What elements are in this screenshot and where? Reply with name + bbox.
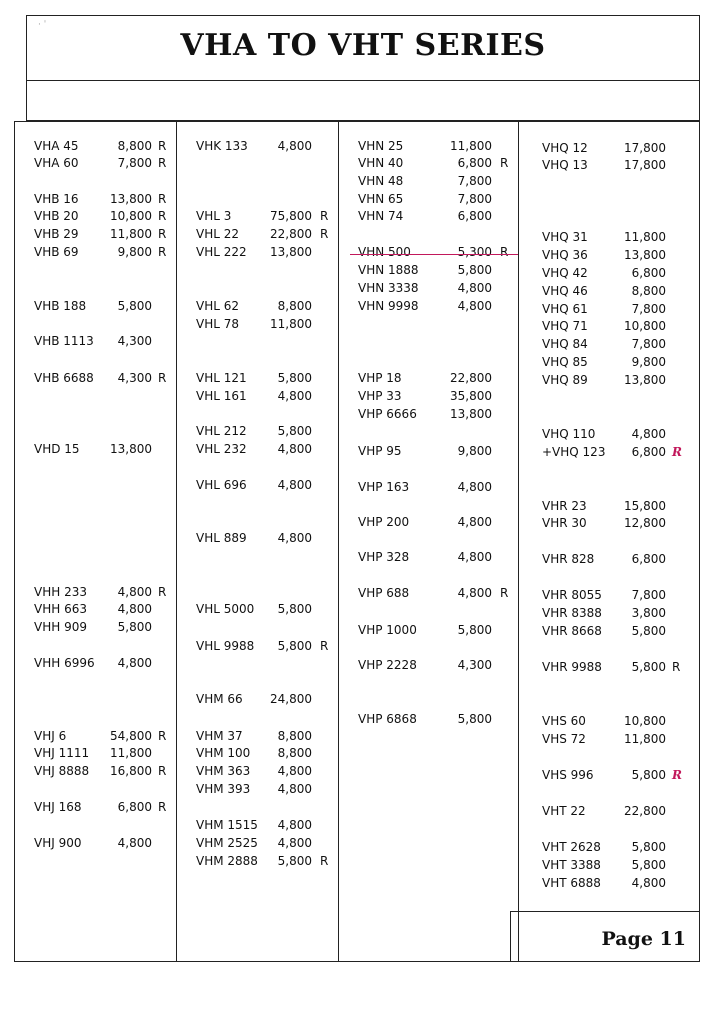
price-value: 22,800 [624, 804, 666, 818]
model-code: VHR 30 [542, 516, 587, 530]
model-code: VHJ 900 [34, 836, 82, 850]
price-value: 5,300 [457, 245, 492, 259]
model-code: VHL 78 [196, 317, 240, 331]
model-code: VHK 133 [196, 139, 248, 153]
model-code: VHA 60 [34, 156, 79, 170]
model-code: VHR 8668 [542, 624, 602, 638]
price-value: 13,800 [624, 248, 666, 262]
model-code: VHB 1113 [34, 334, 94, 348]
price-value: 4,800 [457, 550, 492, 564]
price-value: 35,800 [450, 389, 492, 403]
price-value: 6,800 [631, 445, 666, 459]
price-value: 5,800 [457, 712, 492, 726]
model-code: VHS 72 [542, 732, 586, 746]
restock-flag: R [158, 139, 167, 153]
page-number-box [510, 911, 700, 962]
price-value: 4,800 [277, 389, 312, 403]
model-code: VHT 2628 [542, 840, 601, 854]
price-value: 5,800 [117, 299, 152, 313]
model-code: VHN 48 [358, 174, 404, 188]
model-code: VHH 663 [34, 602, 87, 616]
model-code: VHL 9988 [196, 639, 255, 653]
strikethrough-line [350, 254, 518, 255]
model-code: VHQ 13 [542, 158, 588, 172]
price-value: 5,800 [277, 639, 312, 653]
price-value: 4,800 [117, 656, 152, 670]
column-divider [176, 121, 177, 962]
price-value: 6,800 [457, 156, 492, 170]
model-code: VHN 65 [358, 192, 404, 206]
price-value: 16,800 [110, 764, 152, 778]
model-code: VHJ 1111 [34, 746, 90, 760]
model-code: VHT 6888 [542, 876, 601, 890]
price-value: 10,800 [110, 209, 152, 223]
price-value: 6,800 [117, 800, 152, 814]
model-code: VHN 500 [358, 245, 411, 259]
price-value: 7,800 [117, 156, 152, 170]
model-code: VHN 74 [358, 209, 404, 223]
model-code: VHQ 85 [542, 355, 588, 369]
price-value: 11,800 [624, 230, 666, 244]
model-code: VHL 232 [196, 442, 247, 456]
price-value: 4,800 [277, 818, 312, 832]
model-code: VHM 1515 [196, 818, 258, 832]
price-value: 5,800 [277, 424, 312, 438]
price-value: 11,800 [110, 227, 152, 241]
model-code: VHL 121 [196, 371, 247, 385]
price-value: 4,800 [277, 782, 312, 796]
price-value: 4,300 [117, 334, 152, 348]
column-divider [518, 121, 519, 962]
price-value: 10,800 [624, 319, 666, 333]
model-code: VHL 889 [196, 531, 247, 545]
price-value: 5,800 [631, 768, 666, 782]
price-value: 4,300 [117, 371, 152, 385]
price-value: 6,800 [631, 552, 666, 566]
restock-flag: R [158, 245, 167, 259]
model-code: VHS 60 [542, 714, 586, 728]
model-code: VHB 6688 [34, 371, 94, 385]
restock-flag: R [158, 800, 167, 814]
model-code: VHP 33 [358, 389, 402, 403]
model-code: VHR 8388 [542, 606, 602, 620]
restock-flag: R [158, 192, 167, 206]
price-value: 11,800 [110, 746, 152, 760]
model-code: VHM 66 [196, 692, 243, 706]
model-code: VHA 45 [34, 139, 79, 153]
model-code: VHP 6868 [358, 712, 417, 726]
restock-flag: R [500, 245, 509, 259]
price-value: 9,800 [117, 245, 152, 259]
price-value: 8,800 [277, 729, 312, 743]
price-value: 7,800 [631, 302, 666, 316]
model-code: VHQ 89 [542, 373, 588, 387]
price-value: 5,800 [631, 858, 666, 872]
price-value: 8,800 [277, 299, 312, 313]
restock-flag: R [158, 729, 167, 743]
price-value: 12,800 [624, 516, 666, 530]
model-code: VHM 37 [196, 729, 243, 743]
restock-flag: R [672, 768, 682, 782]
model-code: VHL 222 [196, 245, 247, 259]
price-value: 4,800 [457, 281, 492, 295]
model-code: VHP 2228 [358, 658, 417, 672]
restock-flag: R [158, 371, 167, 385]
model-code: VHB 16 [34, 192, 79, 206]
model-code: VHP 95 [358, 444, 402, 458]
model-code: VHJ 6 [34, 729, 67, 743]
price-value: 5,800 [457, 623, 492, 637]
model-code: VHM 363 [196, 764, 251, 778]
column-divider [338, 121, 339, 962]
restock-flag: R [320, 227, 329, 241]
model-code: VHP 328 [358, 550, 410, 564]
model-code: VHN 3338 [358, 281, 419, 295]
restock-flag: R [158, 209, 167, 223]
model-code: VHM 2525 [196, 836, 258, 850]
model-code: VHM 393 [196, 782, 251, 796]
model-code: VHL 161 [196, 389, 247, 403]
model-code: VHM 100 [196, 746, 251, 760]
restock-flag: R [158, 156, 167, 170]
model-code: VHB 188 [34, 299, 87, 313]
model-code: VHR 828 [542, 552, 595, 566]
price-value: 4,800 [277, 478, 312, 492]
restock-flag: R [672, 660, 681, 674]
price-value: 10,800 [624, 714, 666, 728]
price-value: 4,300 [457, 658, 492, 672]
price-value: 5,800 [277, 602, 312, 616]
price-value: 15,800 [624, 499, 666, 513]
page-title: VHA TO VHT SERIES [180, 28, 546, 63]
model-code: VHP 688 [358, 586, 410, 600]
restock-flag: R [158, 764, 167, 778]
price-value: 24,800 [270, 692, 312, 706]
model-code: VHQ 71 [542, 319, 588, 333]
scan-speck: · ˈ [38, 20, 47, 30]
model-code: VHS 996 [542, 768, 594, 782]
model-code: VHL 3 [196, 209, 232, 223]
model-code: VHP 6666 [358, 407, 417, 421]
model-code: VHQ 46 [542, 284, 588, 298]
model-code: VHJ 8888 [34, 764, 90, 778]
price-value: 11,800 [450, 139, 492, 153]
model-code: VHP 18 [358, 371, 402, 385]
restock-flag: R [500, 586, 509, 600]
price-value: 7,800 [631, 337, 666, 351]
model-code: VHM 2888 [196, 854, 258, 868]
price-value: 11,800 [270, 317, 312, 331]
price-value: 4,800 [117, 602, 152, 616]
model-code: VHQ 31 [542, 230, 588, 244]
price-value: 54,800 [110, 729, 152, 743]
price-value: 4,800 [117, 836, 152, 850]
price-value: 5,800 [117, 620, 152, 634]
model-code: VHQ 84 [542, 337, 588, 351]
price-value: 8,800 [277, 746, 312, 760]
price-value: 4,800 [277, 442, 312, 456]
restock-flag: R [320, 209, 329, 223]
price-value: 4,800 [117, 585, 152, 599]
restock-flag: R [158, 227, 167, 241]
model-code: VHB 69 [34, 245, 79, 259]
model-code: VHD 15 [34, 442, 80, 456]
price-value: 13,800 [110, 192, 152, 206]
restock-flag: R [320, 854, 329, 868]
price-value: 5,800 [631, 624, 666, 638]
price-value: 4,800 [277, 836, 312, 850]
model-code: VHP 1000 [358, 623, 417, 637]
price-value: 17,800 [624, 141, 666, 155]
price-value: 4,800 [457, 586, 492, 600]
model-code: VHL 696 [196, 478, 247, 492]
price-value: 4,800 [277, 531, 312, 545]
price-value: 5,800 [631, 840, 666, 854]
model-code: VHT 3388 [542, 858, 601, 872]
model-code: VHQ 12 [542, 141, 588, 155]
price-value: 9,800 [631, 355, 666, 369]
price-value: 5,800 [277, 371, 312, 385]
price-value: 11,800 [624, 732, 666, 746]
model-code: VHQ 61 [542, 302, 588, 316]
price-value: 6,800 [631, 266, 666, 280]
price-value: 13,800 [624, 373, 666, 387]
model-code: VHN 40 [358, 156, 404, 170]
price-value: 13,800 [270, 245, 312, 259]
price-value: 4,800 [457, 515, 492, 529]
model-code: VHH 6996 [34, 656, 95, 670]
price-value: 75,800 [270, 209, 312, 223]
restock-flag: R [672, 445, 682, 459]
price-value: 4,800 [457, 299, 492, 313]
price-value: 9,800 [457, 444, 492, 458]
model-code: VHR 8055 [542, 588, 602, 602]
model-code: VHQ 42 [542, 266, 588, 280]
price-value: 5,800 [277, 854, 312, 868]
title-box [26, 15, 700, 81]
model-code: VHL 5000 [196, 602, 255, 616]
page-number: Page 11 [601, 928, 686, 950]
model-code: VHN 25 [358, 139, 404, 153]
model-code: VHN 1888 [358, 263, 419, 277]
model-code: VHQ 36 [542, 248, 588, 262]
model-code: VHL 22 [196, 227, 240, 241]
model-code: VHB 20 [34, 209, 79, 223]
model-code: VHP 200 [358, 515, 410, 529]
model-code: VHL 62 [196, 299, 240, 313]
model-code: VHH 909 [34, 620, 87, 634]
price-value: 5,800 [631, 660, 666, 674]
model-code: VHJ 168 [34, 800, 82, 814]
header-spacer-box [26, 81, 700, 121]
price-value: 4,800 [631, 427, 666, 441]
model-code: VHQ 110 [542, 427, 596, 441]
price-value: 17,800 [624, 158, 666, 172]
price-value: 4,800 [277, 764, 312, 778]
price-value: 5,800 [457, 263, 492, 277]
price-value: 22,800 [270, 227, 312, 241]
restock-flag: R [158, 585, 167, 599]
price-value: 7,800 [457, 192, 492, 206]
price-value: 4,800 [457, 480, 492, 494]
price-value: 4,800 [631, 876, 666, 890]
price-value: 7,800 [631, 588, 666, 602]
model-code: VHB 29 [34, 227, 79, 241]
restock-flag: R [500, 156, 509, 170]
model-code: +VHQ 123 [542, 445, 606, 459]
price-value: 4,800 [277, 139, 312, 153]
model-code: VHN 9998 [358, 299, 419, 313]
model-code: VHP 163 [358, 480, 410, 494]
model-code: VHT 22 [542, 804, 586, 818]
restock-flag: R [320, 639, 329, 653]
model-code: VHR 23 [542, 499, 587, 513]
price-value: 8,800 [631, 284, 666, 298]
price-value: 7,800 [457, 174, 492, 188]
price-value: 13,800 [450, 407, 492, 421]
model-code: VHL 212 [196, 424, 247, 438]
price-value: 3,800 [631, 606, 666, 620]
price-value: 22,800 [450, 371, 492, 385]
price-value: 6,800 [457, 209, 492, 223]
model-code: VHR 9988 [542, 660, 602, 674]
price-value: 13,800 [110, 442, 152, 456]
model-code: VHH 233 [34, 585, 87, 599]
price-value: 8,800 [117, 139, 152, 153]
